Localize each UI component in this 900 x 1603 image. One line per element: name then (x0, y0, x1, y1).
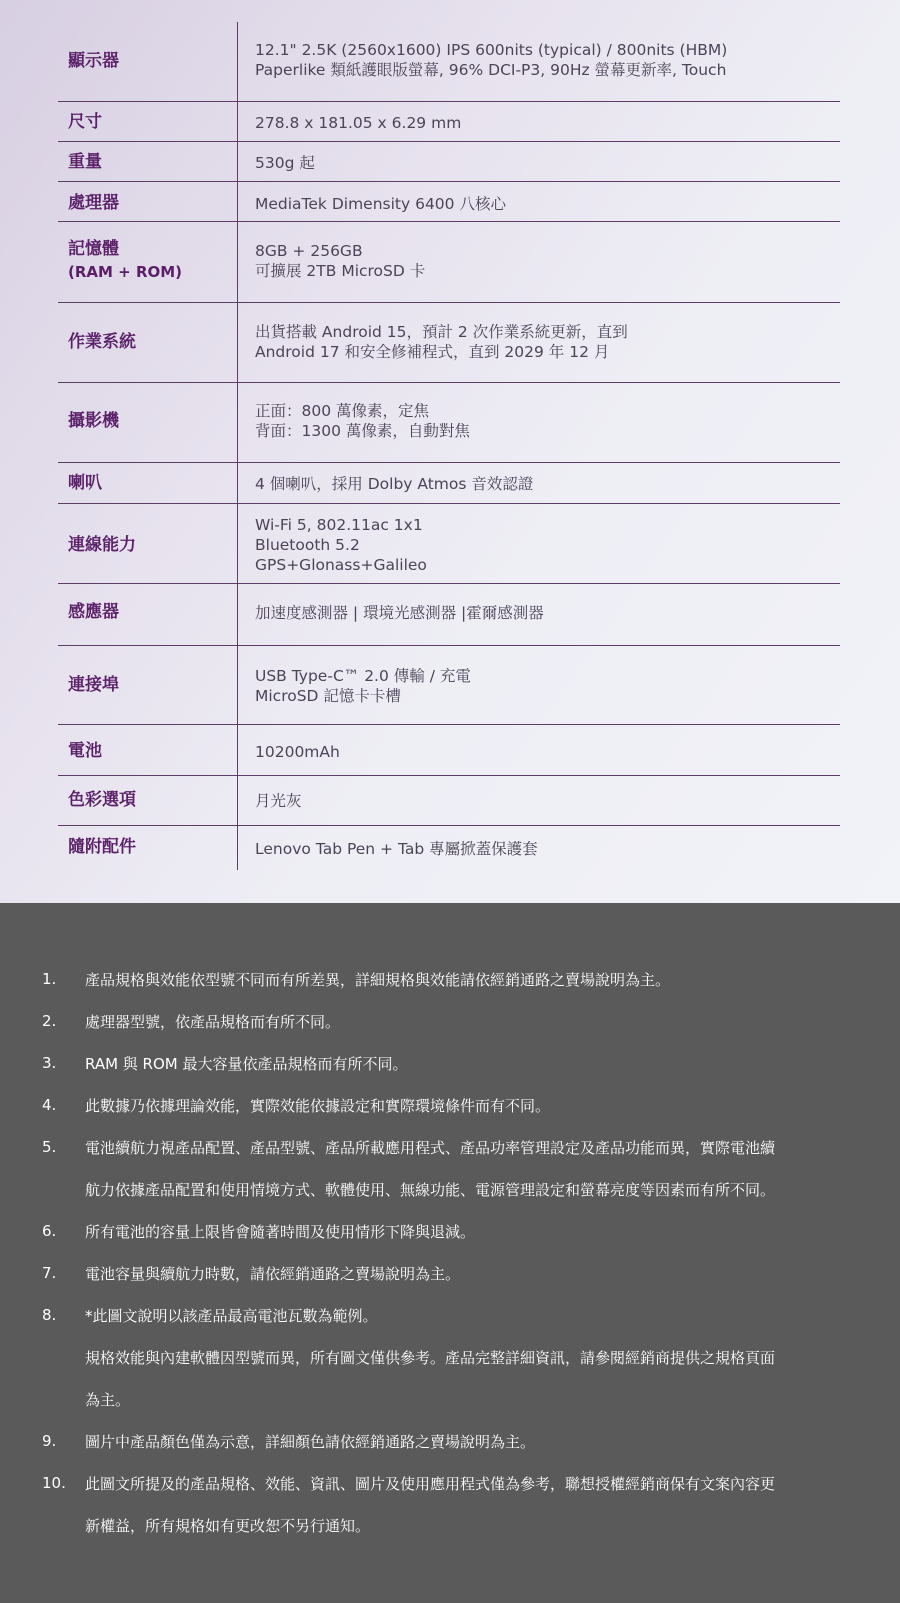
spec-row-battery (58, 740, 840, 764)
spec-row-camera (58, 398, 840, 446)
row-divider (58, 724, 840, 725)
spec-row-connectivity (58, 513, 840, 579)
note-text: 圖片中產品顏色僅為示意，詳細顏色請依經銷通路之賣場說明為主。 (85, 1433, 536, 1451)
spec-row-memory (58, 238, 840, 286)
spec-value: 10200mAh (255, 743, 340, 761)
spec-label: 重量 (68, 152, 102, 172)
spec-value: Wi-Fi 5, 802.11ac 1x1 Bluetooth 5.2 GPS+Glonass+Galileo (255, 516, 427, 574)
row-divider (58, 775, 840, 776)
spec-row-size (58, 110, 840, 134)
spec-label: 連接埠 (68, 675, 119, 695)
note-number: 4. (42, 1096, 57, 1114)
spec-value: 4 個喇叭，採用 Dolby Atmos 音效認證 (255, 475, 534, 493)
spec-value: 530g 起 (255, 154, 315, 172)
spec-value: 加速度感測器 | 環境光感測器 |霍爾感測器 (255, 604, 544, 622)
spec-row-accessories (58, 836, 840, 860)
note-number: 8. (42, 1306, 57, 1324)
row-divider (58, 645, 840, 646)
spec-value: 月光灰 (255, 792, 302, 810)
row-divider (58, 462, 840, 463)
note-text: 為主。 (85, 1391, 131, 1409)
spec-value: 8GB + 256GB 可擴展 2TB MicroSD 卡 (255, 242, 426, 280)
note-number: 9. (42, 1432, 57, 1450)
row-divider (58, 382, 840, 383)
spec-label: 作業系統 (68, 332, 136, 352)
spec-row-processor (58, 192, 840, 216)
spec-label: 色彩選項 (68, 790, 136, 810)
spec-row-display (58, 36, 840, 86)
note-number: 10. (42, 1474, 66, 1492)
spec-row-os (58, 318, 840, 366)
note-text: 新權益，所有規格如有更改恕不另行通知。 (85, 1517, 371, 1535)
spec-label: 攝影機 (68, 411, 119, 431)
row-divider (58, 221, 840, 222)
spec-value: 12.1" 2.5K (2560x1600) IPS 600nits (typical) / 800nits (HBM) Paperlike 類紙護眼版螢幕, 96% DCI-P3, 90Hz 螢幕更新率, Touch (255, 41, 728, 79)
row-divider (58, 583, 840, 584)
note-number: 7. (42, 1264, 57, 1282)
row-divider (58, 181, 840, 182)
spec-row-ports (58, 664, 840, 712)
note-number: 3. (42, 1054, 57, 1072)
row-divider (58, 141, 840, 142)
spec-row-color (58, 789, 840, 813)
note-number: 1. (42, 970, 57, 988)
note-number: 5. (42, 1138, 57, 1156)
note-text: 此數據乃依據理論效能，實際效能依據設定和實際環境條件而有不同。 (85, 1097, 551, 1115)
note-text: 規格效能與內建軟體因型號而異，所有圖文僅供參考。產品完整詳細資訊，請參閱經銷商提供之規格頁面 (85, 1349, 776, 1367)
note-text: 所有電池的容量上限皆會隨著時間及使用情形下降與退減。 (85, 1223, 476, 1241)
row-divider (58, 302, 840, 303)
note-text: RAM 與 ROM 最大容量依產品規格而有所不同。 (85, 1055, 408, 1073)
spec-label: 喇叭 (68, 473, 102, 493)
spec-label: 處理器 (68, 193, 119, 213)
note-text: *此圖文說明以該產品最高電池瓦數為範例。 (85, 1307, 378, 1325)
spec-sublabel: (RAM + ROM) (68, 263, 183, 281)
spec-value: 正面：800 萬像素，定焦 背面：1300 萬像素，自動對焦 (255, 402, 470, 440)
note-number: 6. (42, 1222, 57, 1240)
row-divider (58, 825, 840, 826)
spec-value: 出貨搭載 Android 15，預計 2 次作業系統更新，直到 Android 17 和安全修補程式，直到 2029 年 12 月 (255, 323, 628, 361)
spec-value: MediaTek Dimensity 6400 八核心 (255, 195, 506, 213)
note-text: 產品規格與效能依型號不同而有所差異，詳細規格與效能請依經銷通路之賣場說明為主。 (85, 971, 671, 989)
note-number: 2. (42, 1012, 57, 1030)
spec-label: 連線能力 (68, 535, 136, 555)
spec-value: 278.8 x 181.05 x 6.29 mm (255, 114, 462, 132)
spec-label: 顯示器 (68, 51, 119, 71)
spec-label: 記憶體 (68, 239, 119, 259)
spec-row-weight (58, 151, 840, 175)
spec-row-sensors (58, 601, 840, 625)
row-divider (58, 101, 840, 102)
note-text: 電池續航力視產品配置、產品型號、產品所載應用程式、產品功率管理設定及產品功能而異，實際電池續 (85, 1139, 776, 1157)
spec-value: USB Type-C™ 2.0 傳輸 / 充電 MicroSD 記憶卡卡槽 (255, 667, 471, 705)
note-text: 電池容量與續航力時數，請依經銷通路之賣場說明為主。 (85, 1265, 461, 1283)
spec-label: 感應器 (68, 602, 119, 622)
spec-value: Lenovo Tab Pen + Tab 專屬掀蓋保護套 (255, 840, 538, 858)
spec-label: 隨附配件 (68, 837, 136, 857)
note-text: 處理器型號，依產品規格而有所不同。 (85, 1013, 341, 1031)
notes-section (0, 903, 900, 1603)
spec-label: 尺寸 (68, 112, 102, 132)
spec-label: 電池 (68, 741, 102, 761)
note-text: 航力依據產品配置和使用情境方式、軟體使用、無線功能、電源管理設定和螢幕亮度等因素而有所不同。 (85, 1181, 776, 1199)
note-text: 此圖文所提及的產品規格、效能、資訊、圖片及使用應用程式僅為參考，聯想授權經銷商保有文案內容更 (85, 1475, 776, 1493)
row-divider (58, 503, 840, 504)
spec-row-speaker (58, 472, 840, 496)
